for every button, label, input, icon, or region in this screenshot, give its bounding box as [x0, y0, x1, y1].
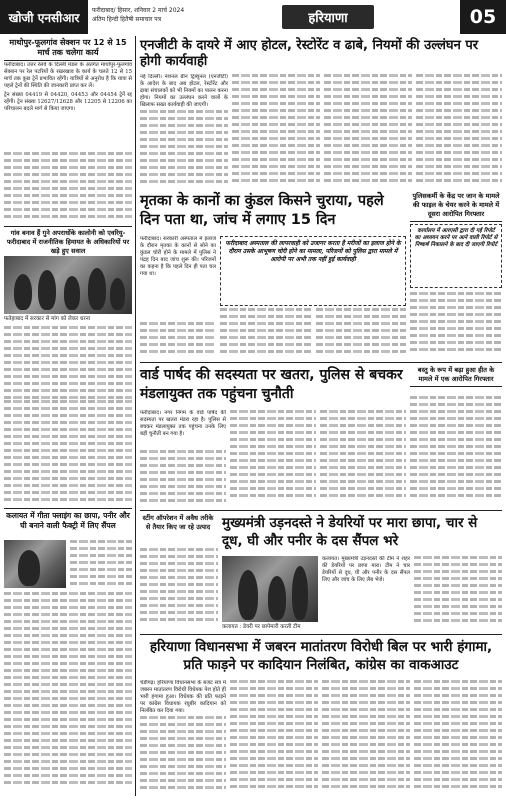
- left-text-filler-1: [4, 152, 132, 224]
- third-side-headline: बस्तु के रूप में बढ़ा हुआ हीत के मामले में एक आरोपित गिरफ्तार: [410, 366, 502, 387]
- third-story-col-1: [140, 450, 226, 508]
- side-box-text: [410, 292, 502, 360]
- top-story-col-1: [140, 110, 228, 190]
- bottom-story-col-4: [414, 680, 502, 796]
- fourth-story-text: कलायत। मुख्यमंत्री उड़नदस्ते की टीम ने शहर की डेयरियों पर छापा मारा। टीम ने चार डेयरियों से दूध, घी और पनीर के दस सैंपल लिए और जांच के लिए लैब भेजे।: [322, 556, 410, 583]
- section-rule-3: [140, 634, 502, 635]
- left-text-filler-2: [4, 326, 132, 400]
- second-story-headline: मृतका के कानों का कुंडल किसने चुराया, पहले दिन पता था, जांच में लगाए 15 दिन: [140, 193, 384, 228]
- masthead-meta: [88, 0, 196, 34]
- left-subheadline: गांव बनाव हैं गुने अपराधोंके कालोनी को एवरियु-फरीदाबाद में राजनीतिक हिमायत के अधिकारियों पर खड़े हुए सवाल: [4, 226, 132, 259]
- bottom-story-headline: हरियाणा विधानसभा में जबरन मातांतरण विरोधी बिल पर भारी हंगामा, प्रति फाड़ने पर कादियान निलंबित, कांग्रेस का वाकआउट: [149, 639, 493, 673]
- tagline: अंतिम हिन्दी हितैषी समाचार पत्र: [92, 16, 162, 23]
- third-story-col-2: [230, 410, 316, 508]
- left-text-filler-4: [4, 592, 132, 796]
- page-number: 05: [460, 0, 506, 34]
- fourth-story-photo-caption: कलायत : डेयरी पर छापेमारी करती टीम: [222, 624, 301, 630]
- fourth-story-col-4: [414, 556, 502, 632]
- third-story-headline: वार्ड पार्षद की सदस्यता पर खतरा, पुलिस से बचकर मंडलायुक्त तक पहुंचना चुनौती: [140, 367, 403, 402]
- bottom-story-text: चंडीगढ़। हरियाणा विधानसभा के बजट सत्र में जबरन मातांतरण विरोधी विधेयक पेश होते ही भारी हंगामा हुआ। विधेयक की प्रति फाड़ने पर कांग्रेस विधायक रघुबीर कादियान को निलंबित कर दिया गया।: [140, 680, 226, 714]
- left-photo-caption: फतेहाबाद में सरकार से मांग को लेकर धरना: [4, 316, 91, 322]
- left-intro-text: फरीदाबाद। उत्तर रेलवे के दिल्ली मंडल के अंतर्गत माथोपुर-फूलगांव सेक्शन पर रेल पटरियों के रखरखाव के कार्य के चलते 12 से 15 मार्च तक कुछ ट्रेनें प्रभावित रहेंगी। यात्रियों से अनुरोध है कि यात्रा से पहले ट्रेनों की स्थिति की जानकारी प्राप्त कर लें। ट्रेन संख्या 04419 से 04420, 04453 और 04454 ट्रेनें रद्द रहेंगी। ट्रेन संख्या 12627/12628 और 12205 से 12206 का परिचालन बदले मार्ग से किया जाएगा।: [4, 62, 132, 112]
- section-rule-2: [140, 510, 502, 511]
- top-story-headline: एनजीटी के दायरे में आए होटल, रेस्टोरेंट व ढाबे, नियमों की उल्लंघन पर होगी कार्यवाही: [140, 38, 479, 69]
- top-story-col-4: [416, 74, 502, 190]
- third-story-text: फरीदाबाद। नगर निगम के वार्ड पार्षद की सदस्यता पर खतरा मंडरा रहा है। पुलिस से बचकर मंडलायुक्त तक पहुंचना उनके लिए बड़ी चुनौती बन गया है।: [140, 410, 226, 437]
- left-mid-text: [70, 540, 132, 588]
- second-story-col-1b: [140, 322, 216, 360]
- third-story-col-3: [320, 410, 406, 508]
- second-story-pull-quote: फरीदाबाद अस्पताल की लापरवाही को उजागर करता है मरीजों का इलाज होने के दौरान उसके आभूषण चोरी होने का मामला, परिजनों को पुलिस द्वारा मामले में आरोपी पर अभी तक नहीं हुई कार्यवाही: [220, 236, 406, 306]
- masthead: [0, 0, 506, 34]
- third-side-text: [410, 396, 502, 508]
- fourth-story-photo: [222, 556, 318, 622]
- top-story-col-3: [324, 74, 412, 190]
- second-story-text: फरीदाबाद। सरकारी अस्पताल में इलाज के दौरान मृतका के कानों से सोने का कुंडल चोरी होने के मामले में पुलिस ने पंद्रह दिन बाद जांच शुरू की। परिजनों का कहना है कि पहले दिन ही पता चल गया था।: [140, 236, 216, 277]
- left-photo: [4, 256, 132, 314]
- bottom-story-col-3: [322, 680, 410, 796]
- section-title: हरियाणा: [282, 5, 373, 29]
- section-banner: [196, 0, 460, 34]
- left-headline: माथोपुर-फूलगांव सेक्शन पर 12 से 15 मार्च तक चलेगा कार्य: [4, 38, 132, 61]
- side-box-title: पुलिसकर्मी के केंद्र पर जान के मामले की फाइल के चेयर करने के मामले में दूसरा आरोपित गिरफ्तार: [410, 192, 502, 222]
- left-text-filler-3: [4, 400, 132, 510]
- second-story-col-3: [316, 308, 406, 360]
- left-mid-headline: कलायत में गीता फ्लाइंग का छापा, पनीर और घी बनाने वाली फैक्ट्री में लिए सैंपल: [4, 508, 132, 531]
- top-story-col-2: [232, 74, 320, 190]
- fourth-story-headline: मुख्यमंत्री उड़नदस्ते ने डेयरियों पर मारा छापा, चार से दूध, घी और पनीर के दस सैंपल भरे: [222, 515, 478, 549]
- bottom-story-col-1: [140, 716, 226, 796]
- fourth-story-kicker: स्टींग ऑपरेशन में अवैध तरीके से तैयार किए जा रहे उत्पाद: [142, 514, 214, 531]
- section-rule-1: [140, 362, 502, 363]
- side-box-quote: कार्यालय में आरएसी द्वारा दी गई रिपोर्ट का अध्ययन करने पर आने वाली रिपोर्ट से निष्कर्ष निकालने के बाद दी जाएगी रिपोर्ट: [410, 224, 502, 288]
- date-line: फरीदाबाद/ हिसार, शनिवार 2 मार्च 2024: [92, 7, 185, 14]
- fourth-story-col-1: [140, 548, 218, 632]
- top-story-text: नई दिल्ली। नेशनल ग्रीन ट्रिब्यूनल (एनजीटी) के आदेश के बाद अब होटल, रेस्टोरेंट और ढाबा संचालकों को भी नियमों का पालन करना होगा। नियमों का उल्लंघन करने वालों के खिलाफ सख्त कार्यवाही की जाएगी।: [140, 74, 228, 108]
- paper-name: खोजी एनसीआर: [0, 0, 88, 34]
- left-mid-photo: [4, 540, 66, 588]
- second-story-col-2: [220, 308, 312, 360]
- column-divider: [135, 36, 136, 796]
- bottom-story-col-2: [230, 680, 318, 796]
